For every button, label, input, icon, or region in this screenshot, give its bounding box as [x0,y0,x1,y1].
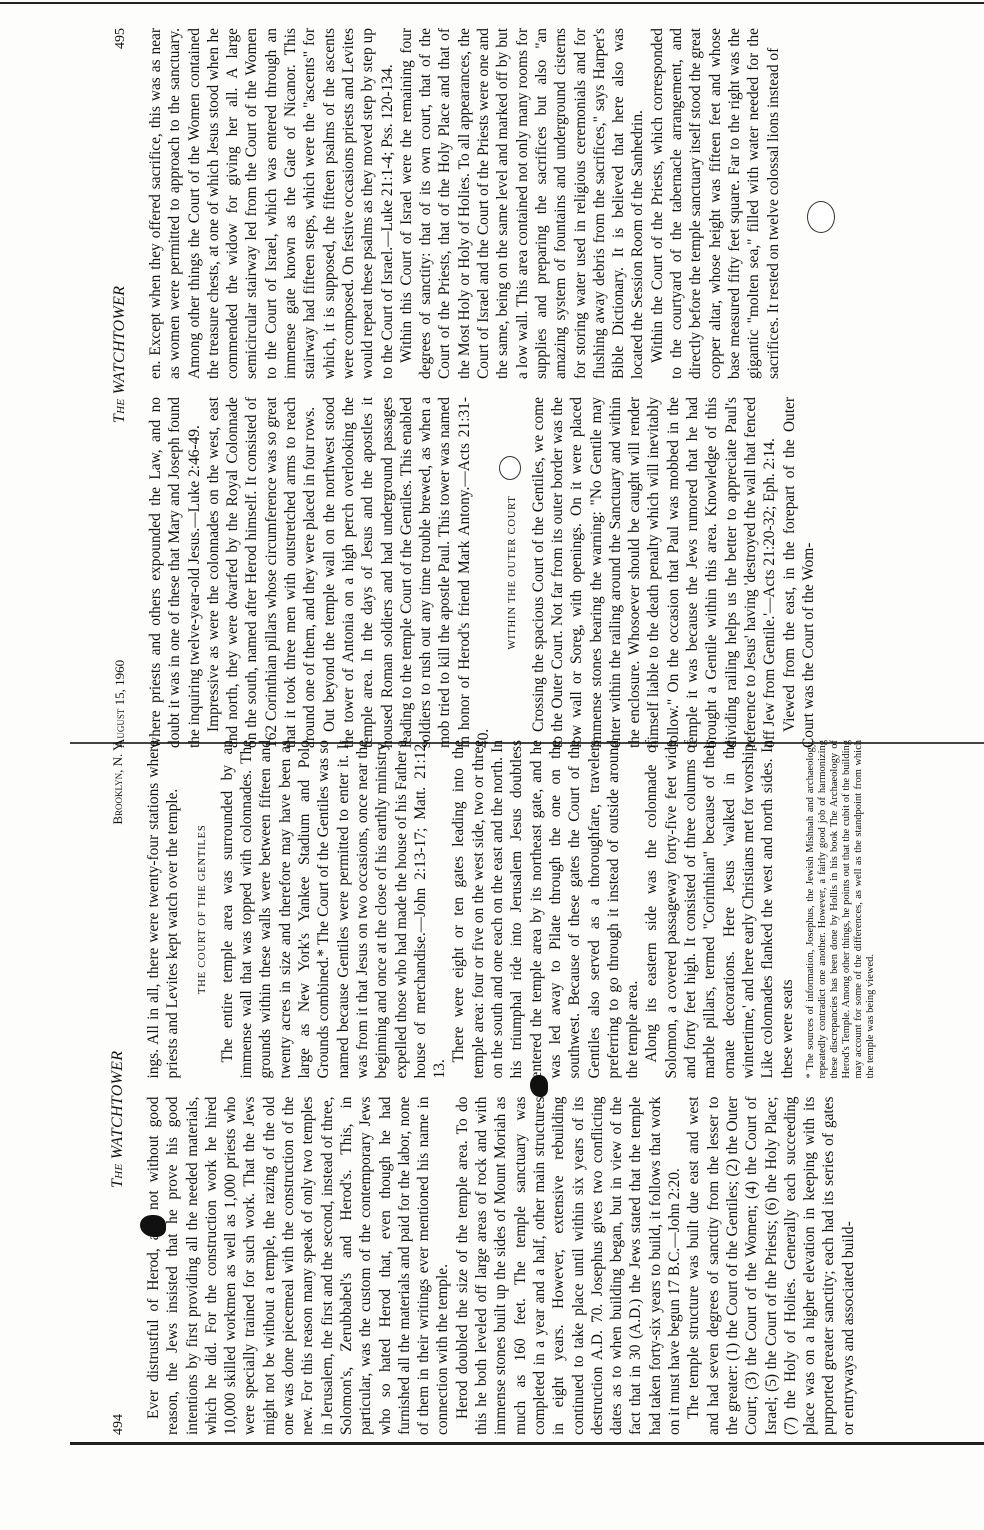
paragraph: The entire temple area was surrounded by an immense wall that was topped with colonnades. The grounds within these walls were between fifteen and twenty acres in size and therefore may have been as large as New York's Yankee Stadium and Polo Grounds combined.* The Court of the Gentiles was so named because Gentiles were permitted to enter it. It was from it that Jesus on two occasions, once near the beginning and once at the close of his earthly ministry, expelled those who had made the house of his Father a house of merchandise.—John 2:13-17; Matt. 21:12, 13. [218,740,449,1079]
paragraph: Crossing the spacious Court of the Gentiles, we come to the Outer Court. Not far from its outer border was the low wall or Soreg, with openings. On it were placed immense stones bearing the warning: "No Gentile may enter within the railing around the Sanctuary and within the enclosure. Whosoever should be caught will render himself liable to the death penalty which will inevitably follow." On the occasion that Paul was mobbed in the temple it was because the Jews rumored that he had brought a Gentile within this area. Knowledge of this dividing railing helps us the better to appreciate Paul's reference to Jesus' having 'destroyed the wall that fenced off Jew from Gentile.'—Acts 21:20-32; Eph. 2:14. [529,397,779,748]
paragraph: Viewed from the east, in the forepart of the Outer Court was the Court of the Wom- [780,397,817,748]
section-heading: WITHIN THE OUTER COURT [507,495,519,650]
paragraph: ings. All in all, there were twenty-four stations where priests and Levites kept watch over the temple. [145,740,182,1079]
paragraph: Within this Court of Israel were the remaining four degrees of sanctity: that of its own court, that of the Court of the Priests, that of the Holy Place and that of the Most Holy or Holy of Holies. To all appearances, the Court of Israel and the Court of the Priests were one and the same, being on the same level and marked off by but a low wall. This area contained not only many rooms for supplies and preparing the sacrifices but also "an amazing system of fountains and underground cisterns for storing water used in religious ceremonials and for flushing away debris from the sacrifices," says Harper's Bible Dictionary. It is believed that here also was located the Session Room of the Sanhedrin. [397,28,647,379]
page-header [110,28,140,748]
paragraph: Impressive as were the colonnades on the west, east and north, they were dwarfed by the Royal Colonnade on the south, named after Herod himself. It consisted of 162 Corinthian pillars whose circumference was so great that it took three men with outstretched arms to reach around one of them, and they were placed in four rows. [204,397,319,748]
paragraph: There were eight or ten gates leading into the temple area: four or five on the west side, two or three on the south and one each on the east and the north. In his triumphal ride into Jerusalem Jesus doubtless entered the temple area by its northeast gate, and he was led away to Pilate through the one on the southwest. Because of these gates the Court of the Gentiles also served as a thoroughfare, travelers preferring to go through it instead of outside around the temple area. [450,740,642,1079]
paragraph: Within the Court of the Priests, which corresponded to the courtyard of the tabernacle arrangement, and directly before the temple sanctuary itself stood the great copper altar, whose height was fifteen feet and whose base measured fifty feet square. Far to the right was the gigantic "molten sea," filled with water needed for the sacrifices. It rested on twelve colossal lions instead of [648,28,782,379]
page-header [108,740,138,1435]
masthead: The WATCHTOWER [109,1050,126,1188]
page-number: 495 [113,28,128,49]
page-number: 494 [111,1414,126,1435]
issue-date: August 15, 1960 [112,659,127,748]
text-columns [144,740,877,1435]
paragraph: Herod doubled the size of the temple area. To do this he both leveled off large areas of rock and with immense stones built up the sides of Mount Moriah as much as 160 feet. The temple sanctuary was completed in a year and a half, other main structures in eight years. However, extensive rebuilding continued to take place until within six years of its destruction A.D. 70. Josephus gives two conflicting dates as to when building began, but in view of the fact that in 30 (A.D.) the Jews stated that the temple had taken forty-six years to build, it follows that work on it must have begun 17 B.C.—John 2:20. [453,1096,684,1435]
section-heading: THE COURT OF THE GENTILES [196,824,208,994]
top-edge-rule [0,2,984,4]
column-right [144,740,877,1079]
column-left [146,397,818,748]
page-495 [110,28,830,748]
paragraph: where priests and others expounded the Law, and no doubt it was in one of these that Mary and Joseph found the inquiring twelve-year-old Jesus.—Luke 2:46-49. [147,397,203,748]
column-left [144,1097,877,1436]
paragraph: Along its eastern side was the colonnade of Solomon, a covered passageway forty-five feet wide and forty feet high. It consisted of three columns of marble pillars, termed "Corinthian" because of their ornate decorations. Here Jesus 'walked in the wintertime,' and here early Christians met for worship. Like colonnades flanked the west and north sides. In these were seats [643,740,796,1079]
place-line: Brooklyn, N. Y. [110,740,125,825]
paragraph: en. Except when they offered sacrifice, this was as near as women were permitted to approach to the sanctuary. Among other things the Court of the Women contained the treasure chests, at one of which Jesus stood when he commended the widow for giving her all. A large semicircular stairway led from the Court of the Women to the Court of Israel, which was entered through an immense gate known as the Gate of Nicanor. This stairway had fifteen steps, which were the "ascents" for which, it is supposed, the fifteen psalms of the ascents were composed. On festive occasions priests and Levites would repeat these psalms as they moved step by step up to the Court of Israel.—Luke 21:1-4; Pss. 120-134. [147,28,396,379]
text-columns [146,28,818,748]
column-right [146,28,818,379]
footnote: * The sources of information, Josephus, the Jewish Mishnah and archaeology, repeatedly contradict one another. However, a fairly good job of harmonizing these discrepancies has been done by Hollis in his book The Archaeology of Herod's Temple. Among other things, he points out that the cubit of the building may account for some of the differences, as well as the standpoint from which the temple was being viewed. [804,740,876,1079]
paragraph: The temple structure was built due east and west and had seven degrees of sanctity from the lesser to the greater: (1) the Court of the Gentiles; (2) the Outer Court; (3) the Court of the Women; (4) the Court of Israel; (5) the Court of the Priests; (6) the Holy Place; (7) the Holy of Holies. Generally each succeeding place was on a higher elevation in keeping with its purported greater sanctity; each had its series of gates or entryways and associated build- [685,1096,857,1435]
paragraph: Out beyond the temple wall on the northwest stood the tower of Antonia on a high perch overlooking the temple area. In the days of Jesus and the apostles it housed Roman soldiers and had underground passages leading to the temple Court of the Gentiles. This enabled soldiers to rush out any time trouble brewed, as when a mob tried to kill the apostle Paul. This tower was named in honor of Herod's friend Mark Antony.—Acts 21:31-40. [320,397,493,748]
masthead: The WATCHTOWER [111,285,128,424]
paragraph: Ever distrustful of Herod, and not without good reason, the Jews insisted that he prove his good intentions by first providing all the needed materials, which he did. For the construction work he hired 10,000 skilled workmen as well as 1,000 priests who were specially trained for such work. That the Jews might not be without a temple, the razing of the old one was done piecemeal with the construction of the new. For this reason many speak of only two temples in Jerusalem, the first and the second, instead of three, Solomon's, Zerubbabel's and Herod's. This, in particular, was the custom of the contemporary Jews who so hated Herod that, even though he had furnished all the materials and paid for the labor, none of them in their writings ever mentioned his name in connection with the temple. [145,1096,452,1435]
page-494 [108,740,876,1435]
bottom-edge-rule [70,1442,984,1445]
